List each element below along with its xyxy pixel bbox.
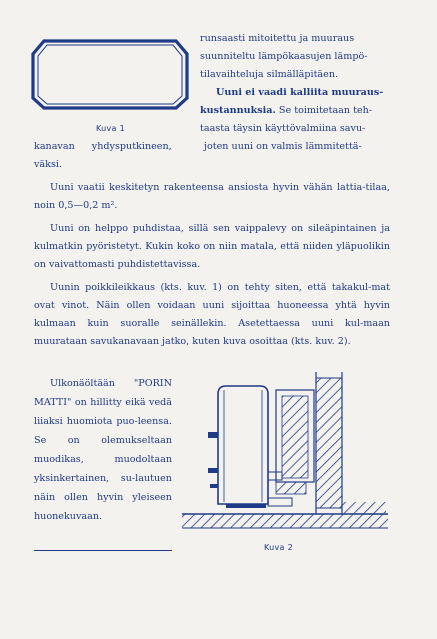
text-fragment: joten uuni on valmis lämmitettä- [204, 141, 362, 152]
right-column-text [200, 30, 386, 138]
bold-heading: Uuni ei vaadi kalliita muuraus- [216, 87, 384, 98]
bold-heading-end: kustannuksia. [200, 105, 276, 116]
text-fragment: Se toimitetaan teh- [275, 105, 373, 116]
figure-2-corner-installation [178, 372, 398, 540]
paragraph: Ulkonäöltään "PORIN MATTI" on hillitty eikä vedä liiaksi huomiota puo-leensa. Se on olemukseltaan muodikas, muodoltaan yksinkertainen, su-lautuen näin ollen hyvin yleiseen huonekuvaan. [34, 378, 172, 522]
main-text [34, 138, 390, 351]
text-line: tilavaihteluja silmälläpitäen. [200, 69, 339, 80]
paragraph: Uuni vaatii keskitetyn rakenteensa ansiosta hyvin vähän lattia-tilaa, noin 0,5—0,2 m². [34, 182, 390, 211]
figure-1-caption: Kuva 1 [96, 124, 125, 133]
text-fragment: kanavan yhdysputkineen, [34, 141, 172, 152]
text-line: taasta täysin käyttövalmiina savu- [200, 123, 366, 134]
figure-2-caption: Kuva 2 [264, 543, 293, 552]
lead-line [34, 138, 390, 156]
text-line: suunniteltu lämpökaasujen lämpö- [200, 51, 368, 62]
horizontal-rule [34, 550, 172, 551]
text-line: runsaasti mitoitettu ja muuraus [200, 33, 355, 44]
bottom-left-text [34, 374, 172, 526]
text-line [200, 102, 386, 120]
paragraph: Uunin poikkileikkaus (kts. kuv. 1) on tehty siten, että takakul-mat ovat vinot. Näin ollen voidaan uuni sijoittaa huoneessa yhtä hyvin kulmaan kuin suoralle seinällekin. Asetettaessa uuni kul-maan muurataan savukanavaan jatko, kuten kuva osoittaa (kts. kuv. 2). [34, 282, 390, 347]
paragraph: Uuni on helppo puhdistaa, sillä sen vaippalevy on sileäpintainen ja kulmatkin pyöristetyt. Kukin koko on niin matala, että niiden yläpuolikin on vaivattomasti puhdistettavissa. [34, 223, 390, 270]
text-line: väksi. [34, 159, 62, 170]
figure-1-cross-section [30, 38, 190, 110]
